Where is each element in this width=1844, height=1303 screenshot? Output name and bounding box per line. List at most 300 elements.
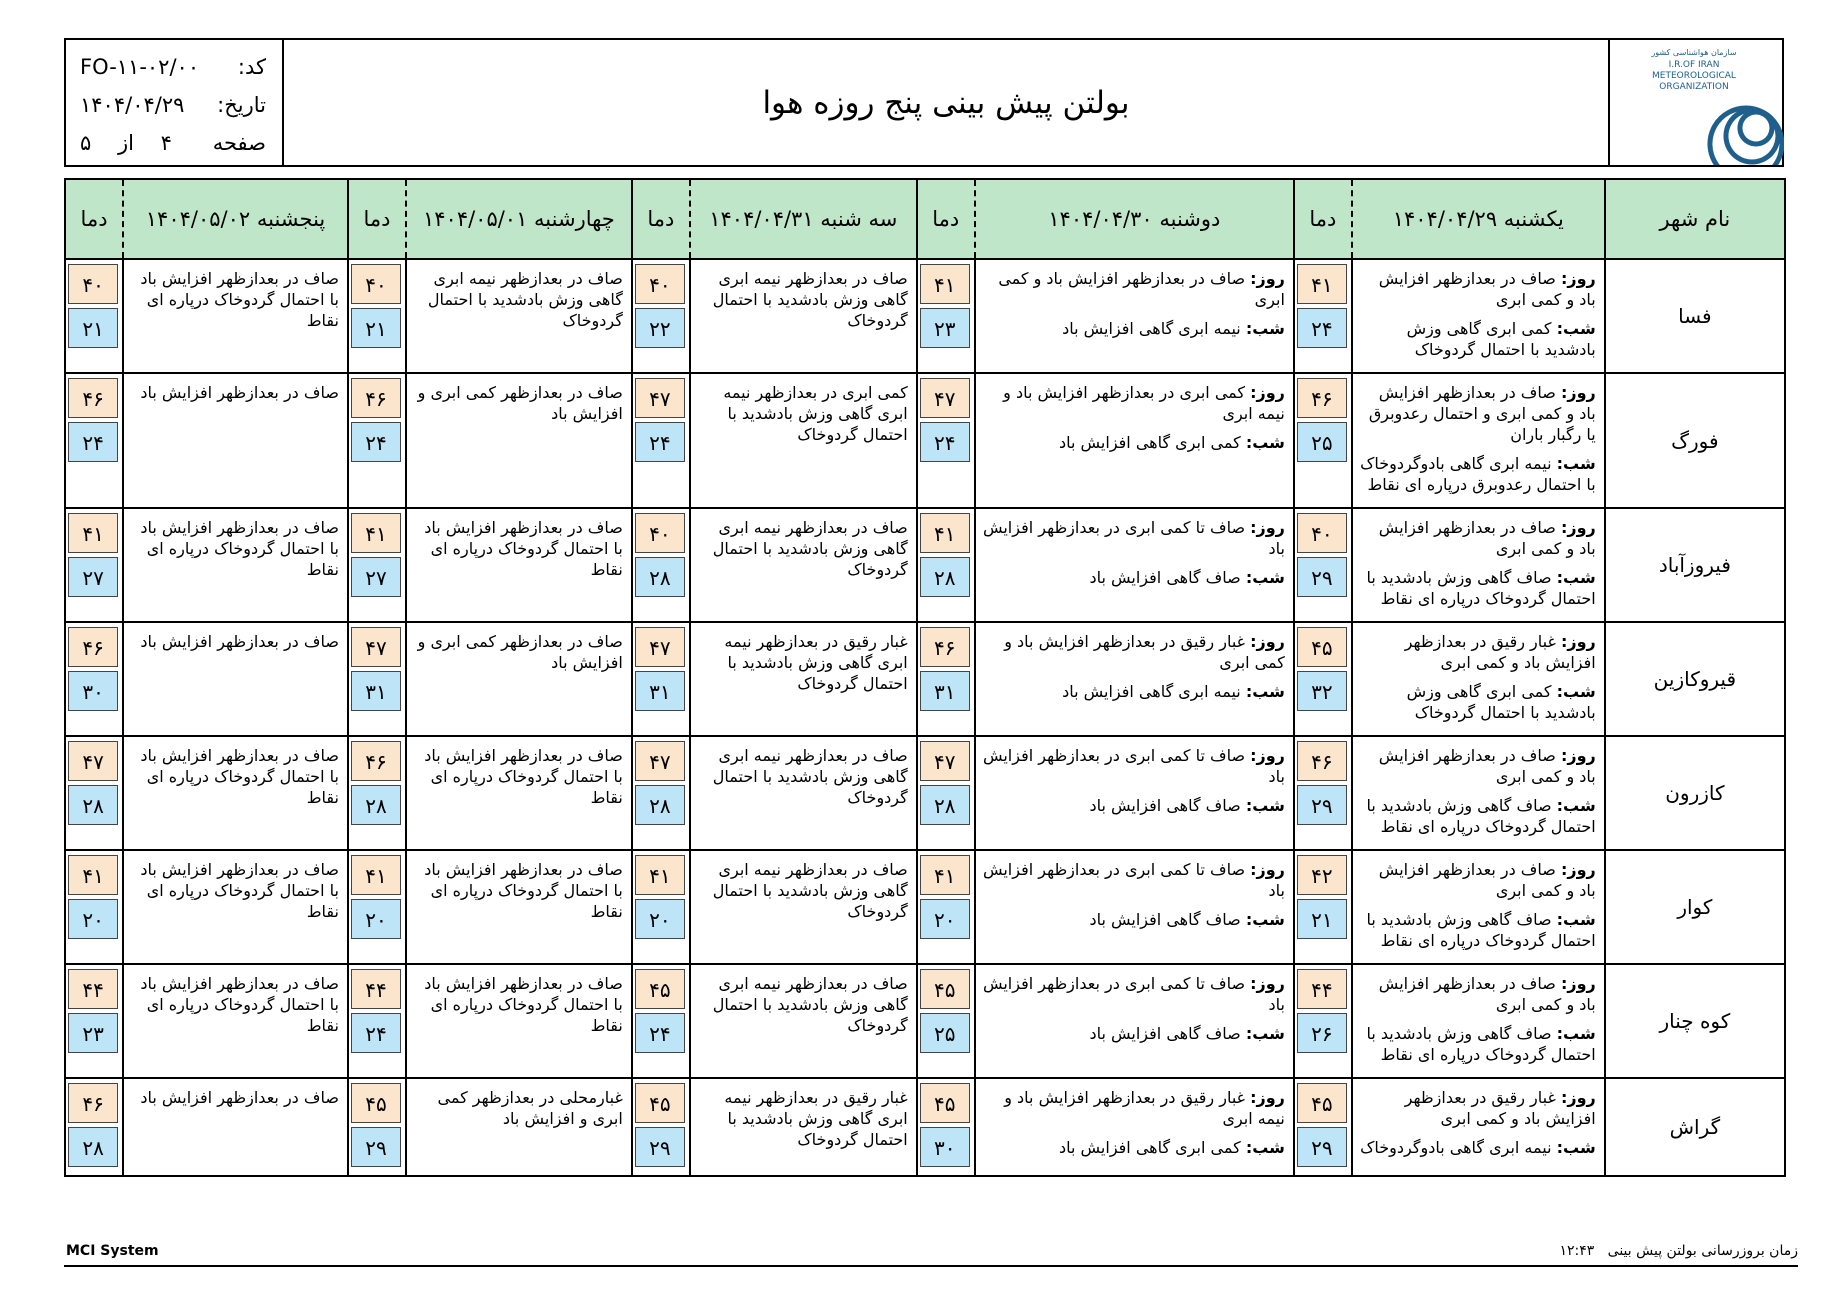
- forecast-description: [975, 259, 1294, 373]
- forecast-text: صاف در بعدازظهر افزایش باد: [140, 383, 339, 402]
- day-forecast-text: صاف تا کمی ابری در بعدازظهر افزایش باد: [982, 518, 1285, 558]
- day-forecast: [1359, 517, 1596, 559]
- table-row: [65, 622, 1785, 736]
- min-temperature: ۲۱: [1297, 899, 1347, 939]
- day-header: پنجشنبه ۱۴۰۴/۰۵/۰۲: [123, 179, 348, 259]
- city-name: فورگ: [1605, 373, 1785, 508]
- table-row: [65, 964, 1785, 1078]
- forecast-text: صاف در بعدازظهر نیمه ابری گاهی وزش بادشدید با احتمال گردوخاک: [712, 269, 908, 330]
- min-temperature: ۲۴: [920, 422, 970, 462]
- night-label: شب:: [1245, 1024, 1285, 1043]
- forecast-description: [975, 508, 1294, 622]
- day-header: دوشنبه ۱۴۰۴/۰۴/۳۰: [975, 179, 1294, 259]
- page-title: بولتن پیش بینی پنج روزه هوا: [762, 84, 1130, 121]
- forecast-description: [690, 850, 917, 964]
- day-label: روز:: [1250, 383, 1285, 402]
- max-temperature: ۴۷: [920, 378, 970, 418]
- temperature-cell: [917, 736, 975, 850]
- day-label: روز:: [1250, 746, 1285, 765]
- day-forecast: [1359, 1087, 1596, 1129]
- temp-header: دما: [65, 179, 123, 259]
- forecast-text: صاف در بعدازظهر نیمه ابری گاهی وزش بادشدید با احتمال گردوخاک: [712, 974, 908, 1035]
- day-label: روز:: [1560, 632, 1596, 651]
- night-forecast: [982, 1023, 1285, 1044]
- forecast-text: صاف در بعدازظهر نیمه ابری گاهی وزش بادشدید با احتمال گردوخاک: [712, 860, 908, 921]
- night-forecast-text: نیمه ابری گاهی بادوگردوخاک: [1360, 1138, 1552, 1157]
- table-row: [65, 373, 1785, 508]
- max-temperature: ۴۴: [351, 969, 401, 1009]
- day-forecast-text: صاف در بعدازظهر افزایش باد و کمی ابری و احتمال رعدوبرق یا رگبار باران: [1368, 383, 1596, 444]
- forecast-description: [690, 622, 917, 736]
- day-forecast-text: صاف در بعدازظهر افزایش باد و کمی ابری: [1378, 860, 1596, 900]
- table-row: [65, 850, 1785, 964]
- night-forecast-text: صاف گاهی افزایش باد: [1089, 568, 1241, 587]
- temperature-cell: [632, 373, 690, 508]
- day-forecast: [982, 631, 1285, 673]
- forecast-text: صاف در بعدازظهر افزایش باد با احتمال گردوخاک درپاره ای نقاط: [140, 974, 339, 1035]
- night-forecast-text: صاف گاهی وزش بادشدید با احتمال گردوخاک درپاره ای نقاط: [1366, 568, 1596, 608]
- max-temperature: ۴۰: [351, 264, 401, 304]
- temperature-cell: [632, 622, 690, 736]
- night-forecast-text: نیمه ابری گاهی افزایش باد: [1062, 682, 1241, 701]
- temperature-cell: [1294, 964, 1352, 1078]
- forecast-description: [406, 964, 632, 1078]
- day-label: روز:: [1250, 632, 1285, 651]
- city-name: کازرون: [1605, 736, 1785, 850]
- min-temperature: ۲۴: [635, 1013, 685, 1053]
- day-forecast-text: کمی ابری در بعدازظهر افزایش باد و نیمه ابری: [1003, 383, 1285, 423]
- min-temperature: ۲۸: [68, 785, 118, 825]
- forecast-description: [690, 1078, 917, 1176]
- min-temperature: ۳۱: [635, 671, 685, 711]
- night-forecast: [982, 318, 1285, 339]
- day-forecast: [982, 973, 1285, 1015]
- night-forecast: [1359, 1137, 1596, 1158]
- temperature-cell: [917, 259, 975, 373]
- forecast-description: [975, 850, 1294, 964]
- night-forecast: [982, 681, 1285, 702]
- night-forecast: [1359, 909, 1596, 951]
- min-temperature: ۲۴: [351, 422, 401, 462]
- max-temperature: ۴۵: [635, 969, 685, 1009]
- date-row: [80, 86, 266, 124]
- day-forecast: [1359, 382, 1596, 445]
- min-temperature: ۲۳: [68, 1013, 118, 1053]
- night-forecast-text: صاف گاهی وزش بادشدید با احتمال گردوخاک درپاره ای نقاط: [1366, 910, 1596, 950]
- day-label: روز:: [1560, 860, 1596, 879]
- day-forecast-text: غبار رقیق در بعدازظهر افزایش باد و کمی ابری: [1404, 1088, 1596, 1128]
- forecast-description: [406, 622, 632, 736]
- min-temperature: ۲۲: [635, 308, 685, 348]
- min-temperature: ۲۱: [351, 308, 401, 348]
- table-row: [65, 259, 1785, 373]
- night-forecast-text: کمی ابری گاهی افزایش باد: [1058, 433, 1241, 452]
- min-temperature: ۲۸: [635, 785, 685, 825]
- max-temperature: ۴۰: [1297, 513, 1347, 553]
- city-name: گراش: [1605, 1078, 1785, 1176]
- min-temperature: ۲۵: [920, 1013, 970, 1053]
- day-forecast: [1359, 745, 1596, 787]
- forecast-description: [690, 373, 917, 508]
- day-label: روز:: [1250, 860, 1285, 879]
- forecast-description: [1352, 1078, 1605, 1176]
- temperature-cell: [1294, 259, 1352, 373]
- night-label: شب:: [1245, 682, 1285, 701]
- forecast-description: [123, 622, 348, 736]
- min-temperature: ۲۱: [68, 308, 118, 348]
- forecast-description: [406, 1078, 632, 1176]
- night-forecast: [982, 1137, 1285, 1158]
- max-temperature: ۴۷: [920, 741, 970, 781]
- night-label: شب:: [1556, 1024, 1596, 1043]
- footer-update-value: ۱۲:۴۳: [1559, 1243, 1595, 1259]
- day-forecast-text: غبار رقیق در بعدازظهر افزایش باد و کمی ابری: [1404, 632, 1596, 672]
- forecast-text: صاف در بعدازظهر نیمه ابری گاهی وزش بادشدید با احتمال گردوخاک: [712, 518, 908, 579]
- page-label: صفحه: [212, 131, 266, 155]
- temperature-cell: [632, 736, 690, 850]
- temperature-cell: [1294, 622, 1352, 736]
- day-forecast: [982, 1087, 1285, 1129]
- min-temperature: ۲۳: [920, 308, 970, 348]
- page-total: ۵: [80, 131, 92, 155]
- max-temperature: ۴۱: [351, 855, 401, 895]
- min-temperature: ۲۸: [920, 557, 970, 597]
- night-forecast-text: صاف گاهی افزایش باد: [1089, 796, 1241, 815]
- day-label: روز:: [1250, 1088, 1285, 1107]
- max-temperature: ۴۱: [920, 264, 970, 304]
- temperature-cell: [632, 1078, 690, 1176]
- forecast-description: [975, 1078, 1294, 1176]
- bulletin-header: [64, 38, 1784, 167]
- temperature-cell: [1294, 1078, 1352, 1176]
- max-temperature: ۴۷: [635, 741, 685, 781]
- max-temperature: ۴۶: [68, 378, 118, 418]
- forecast-description: [1352, 736, 1605, 850]
- max-temperature: ۴۲: [1297, 855, 1347, 895]
- night-forecast-text: کمی ابری گاهی افزایش باد: [1058, 1138, 1241, 1157]
- code-value: FO-۱۱-۰۲/۰۰: [80, 55, 200, 79]
- min-temperature: ۲۹: [1297, 785, 1347, 825]
- temperature-cell: [65, 1078, 123, 1176]
- day-label: روز:: [1560, 269, 1596, 288]
- max-temperature: ۴۵: [920, 969, 970, 1009]
- logo-en-line1: I.R.OF IRAN: [1668, 60, 1720, 70]
- temp-header: دما: [917, 179, 975, 259]
- max-temperature: ۴۶: [68, 627, 118, 667]
- forecast-description: [975, 622, 1294, 736]
- temperature-cell: [65, 373, 123, 508]
- min-temperature: ۲۹: [351, 1127, 401, 1167]
- min-temperature: ۲۹: [1297, 1127, 1347, 1167]
- day-forecast-text: صاف در بعدازظهر افزایش باد و کمی ابری: [1378, 746, 1596, 786]
- temperature-cell: [65, 508, 123, 622]
- day-label: روز:: [1250, 974, 1285, 993]
- min-temperature: ۳۲: [1297, 671, 1347, 711]
- min-temperature: ۲۹: [635, 1127, 685, 1167]
- temperature-cell: [65, 736, 123, 850]
- forecast-text: صاف در بعدازظهر کمی ابری و افزایش باد: [417, 632, 623, 672]
- day-forecast-text: صاف در بعدازظهر افزایش باد و کمی ابری: [1378, 518, 1596, 558]
- temp-header: دما: [348, 179, 406, 259]
- night-forecast: [1359, 1023, 1596, 1065]
- day-label: روز:: [1560, 383, 1596, 402]
- temperature-cell: [65, 964, 123, 1078]
- city-column-header: نام شهر: [1605, 179, 1785, 259]
- night-forecast-text: صاف گاهی وزش بادشدید با احتمال گردوخاک درپاره ای نقاط: [1366, 1024, 1596, 1064]
- night-forecast: [1359, 453, 1596, 495]
- night-label: شب:: [1556, 1138, 1596, 1157]
- day-forecast: [1359, 973, 1596, 1015]
- night-forecast-text: نیمه ابری گاهی افزایش باد: [1062, 319, 1241, 338]
- forecast-text: صاف در بعدازظهر افزایش باد با احتمال گردوخاک درپاره ای نقاط: [140, 518, 339, 579]
- meteorological-organization-logo: [1608, 40, 1782, 165]
- max-temperature: ۴۱: [920, 513, 970, 553]
- day-header: یکشنبه ۱۴۰۴/۰۴/۲۹: [1352, 179, 1605, 259]
- min-temperature: ۲۰: [920, 899, 970, 939]
- table-row: [65, 1078, 1785, 1176]
- day-forecast-text: غبار رقیق در بعدازظهر افزایش باد و نیمه ابری: [1004, 1088, 1285, 1128]
- max-temperature: ۴۶: [351, 378, 401, 418]
- night-label: شب:: [1556, 319, 1596, 338]
- night-label: شب:: [1245, 319, 1285, 338]
- temperature-cell: [348, 622, 406, 736]
- forecast-table: [64, 178, 1786, 1177]
- min-temperature: ۲۷: [351, 557, 401, 597]
- forecast-description: [406, 736, 632, 850]
- forecast-description: [975, 964, 1294, 1078]
- day-label: روز:: [1560, 1088, 1596, 1107]
- forecast-description: [1352, 622, 1605, 736]
- day-forecast-text: صاف تا کمی ابری در بعدازظهر افزایش باد: [982, 974, 1285, 1014]
- temp-header: دما: [632, 179, 690, 259]
- forecast-description: [1352, 373, 1605, 508]
- night-label: شب:: [1245, 796, 1285, 815]
- forecast-description: [123, 1078, 348, 1176]
- night-label: شب:: [1245, 433, 1285, 452]
- max-temperature: ۴۷: [635, 627, 685, 667]
- night-label: شب:: [1556, 796, 1596, 815]
- min-temperature: ۲۸: [68, 1127, 118, 1167]
- night-forecast: [1359, 795, 1596, 837]
- min-temperature: ۲۰: [351, 899, 401, 939]
- temperature-cell: [348, 1078, 406, 1176]
- forecast-description: [690, 508, 917, 622]
- night-forecast: [982, 567, 1285, 588]
- forecast-text: صاف در بعدازظهر افزایش باد با احتمال گردوخاک درپاره ای نقاط: [424, 518, 623, 579]
- max-temperature: ۴۰: [635, 264, 685, 304]
- max-temperature: ۴۶: [351, 741, 401, 781]
- day-header: سه شنبه ۱۴۰۴/۰۴/۳۱: [690, 179, 917, 259]
- night-forecast-text: کمی ابری گاهی وزش بادشدید با احتمال گردوخاک: [1406, 319, 1596, 359]
- max-temperature: ۴۵: [351, 1083, 401, 1123]
- max-temperature: ۴۶: [1297, 378, 1347, 418]
- temperature-cell: [917, 850, 975, 964]
- night-forecast: [1359, 681, 1596, 723]
- footer-update-time: [1560, 1243, 1799, 1259]
- temperature-cell: [65, 259, 123, 373]
- max-temperature: ۴۵: [1297, 627, 1347, 667]
- temperature-cell: [632, 508, 690, 622]
- night-label: شب:: [1245, 1138, 1285, 1157]
- forecast-text: صاف در بعدازظهر افزایش باد با احتمال گردوخاک درپاره ای نقاط: [424, 746, 623, 807]
- forecast-description: [975, 736, 1294, 850]
- forecast-description: [123, 850, 348, 964]
- code-label: کد:: [237, 55, 266, 79]
- day-label: روز:: [1560, 518, 1596, 537]
- night-label: شب:: [1556, 454, 1596, 473]
- min-temperature: ۲۵: [1297, 422, 1347, 462]
- forecast-description: [123, 736, 348, 850]
- max-temperature: ۴۱: [68, 513, 118, 553]
- day-label: روز:: [1250, 269, 1285, 288]
- forecast-text: صاف در بعدازظهر افزایش باد با احتمال گردوخاک درپاره ای نقاط: [140, 269, 339, 330]
- temperature-cell: [1294, 736, 1352, 850]
- forecast-text: صاف در بعدازظهر افزایش باد: [140, 1088, 339, 1107]
- max-temperature: ۴۱: [920, 855, 970, 895]
- day-forecast: [1359, 268, 1596, 310]
- max-temperature: ۴۴: [1297, 969, 1347, 1009]
- night-forecast-text: صاف گاهی افزایش باد: [1089, 910, 1241, 929]
- page-of: از: [117, 131, 134, 155]
- max-temperature: ۴۱: [68, 855, 118, 895]
- temperature-cell: [917, 508, 975, 622]
- min-temperature: ۲۸: [635, 557, 685, 597]
- temp-header: دما: [1294, 179, 1352, 259]
- temperature-cell: [632, 850, 690, 964]
- temperature-cell: [65, 622, 123, 736]
- temperature-cell: [917, 964, 975, 1078]
- min-temperature: ۲۰: [68, 899, 118, 939]
- forecast-description: [123, 259, 348, 373]
- max-temperature: ۴۵: [1297, 1083, 1347, 1123]
- temperature-cell: [1294, 850, 1352, 964]
- temperature-cell: [917, 1078, 975, 1176]
- temperature-cell: [348, 964, 406, 1078]
- night-forecast-text: کمی ابری گاهی وزش بادشدید با احتمال گردوخاک: [1406, 682, 1596, 722]
- city-name: فسا: [1605, 259, 1785, 373]
- night-forecast: [982, 795, 1285, 816]
- min-temperature: ۲۰: [635, 899, 685, 939]
- night-label: شب:: [1556, 910, 1596, 929]
- forecast-description: [406, 508, 632, 622]
- max-temperature: ۴۰: [68, 264, 118, 304]
- forecast-description: [123, 964, 348, 1078]
- max-temperature: ۴۷: [635, 378, 685, 418]
- logo-en-line2: METEOROLOGICAL: [1652, 71, 1736, 81]
- day-label: روز:: [1560, 746, 1596, 765]
- temperature-cell: [917, 622, 975, 736]
- day-forecast-text: صاف در بعدازظهر افزایش باد و کمی ابری: [1378, 269, 1596, 309]
- day-forecast-text: صاف در بعدازظهر افزایش باد و کمی ابری: [998, 269, 1285, 309]
- min-temperature: ۲۸: [351, 785, 401, 825]
- date-value: ۱۴۰۴/۰۴/۲۹: [80, 93, 185, 117]
- forecast-text: صاف در بعدازظهر نیمه ابری گاهی وزش بادشدید با احتمال گردوخاک: [427, 269, 623, 330]
- day-forecast-text: غبار رقیق در بعدازظهر افزایش باد و کمی ابری: [1004, 632, 1285, 672]
- max-temperature: ۴۱: [351, 513, 401, 553]
- day-forecast-text: صاف تا کمی ابری در بعدازظهر افزایش باد: [982, 746, 1285, 786]
- night-forecast-text: نیمه ابری گاهی بادوگردوخاک با احتمال رعدوبرق درپاره ای نقاط: [1360, 454, 1596, 494]
- max-temperature: ۴۷: [68, 741, 118, 781]
- temperature-cell: [1294, 508, 1352, 622]
- day-forecast: [1359, 859, 1596, 901]
- max-temperature: ۴۶: [68, 1083, 118, 1123]
- logo-fa-text: سازمان هواشناسی کشور: [1651, 48, 1737, 57]
- forecast-text: صاف در بعدازظهر افزایش باد با احتمال گردوخاک درپاره ای نقاط: [424, 860, 623, 921]
- forecast-description: [1352, 508, 1605, 622]
- day-forecast: [982, 745, 1285, 787]
- night-label: شب:: [1245, 910, 1285, 929]
- night-label: شب:: [1556, 568, 1596, 587]
- min-temperature: ۲۴: [1297, 308, 1347, 348]
- max-temperature: ۴۰: [635, 513, 685, 553]
- city-name: قیروکازین: [1605, 622, 1785, 736]
- min-temperature: ۲۴: [351, 1013, 401, 1053]
- day-forecast: [1359, 631, 1596, 673]
- max-temperature: ۴۷: [351, 627, 401, 667]
- day-forecast-text: صاف در بعدازظهر افزایش باد و کمی ابری: [1378, 974, 1596, 1014]
- footer-system-name: MCI System: [66, 1243, 159, 1259]
- forecast-text: صاف در بعدازظهر کمی ابری و افزایش باد: [417, 383, 623, 423]
- max-temperature: ۴۶: [920, 627, 970, 667]
- forecast-description: [406, 259, 632, 373]
- forecast-description: [1352, 259, 1605, 373]
- forecast-description: [690, 964, 917, 1078]
- forecast-text: غبار رقیق در بعدازظهر نیمه ابری گاهی وزش بادشدید با احتمال گردوخاک: [724, 1088, 908, 1149]
- footer-update-label: زمان بروزرسانی بولتن پیش بینی: [1607, 1243, 1798, 1259]
- page-indicator: [80, 124, 172, 162]
- forecast-text: صاف در بعدازظهر افزایش باد: [140, 632, 339, 651]
- page-current: ۴: [160, 131, 172, 155]
- day-header: چهارشنبه ۱۴۰۴/۰۵/۰۱: [406, 179, 632, 259]
- temperature-cell: [348, 850, 406, 964]
- forecast-description: [690, 259, 917, 373]
- temperature-cell: [348, 736, 406, 850]
- page-row: [80, 124, 266, 162]
- night-forecast: [982, 909, 1285, 930]
- forecast-text: غبار رقیق در بعدازظهر نیمه ابری گاهی وزش بادشدید با احتمال گردوخاک: [724, 632, 908, 693]
- min-temperature: ۲۴: [68, 422, 118, 462]
- page-footer: [64, 1243, 1798, 1267]
- forecast-text: صاف در بعدازظهر افزایش باد با احتمال گردوخاک درپاره ای نقاط: [140, 746, 339, 807]
- day-label: روز:: [1250, 518, 1285, 537]
- min-temperature: ۲۹: [1297, 557, 1347, 597]
- max-temperature: ۴۵: [635, 1083, 685, 1123]
- max-temperature: ۴۵: [920, 1083, 970, 1123]
- forecast-description: [123, 373, 348, 508]
- forecast-description: [1352, 964, 1605, 1078]
- logo-en-line3: ORGANIZATION: [1659, 82, 1729, 92]
- night-label: شب:: [1245, 568, 1285, 587]
- forecast-description: [975, 373, 1294, 508]
- max-temperature: ۴۴: [68, 969, 118, 1009]
- max-temperature: ۴۱: [1297, 264, 1347, 304]
- document-meta: [66, 40, 284, 165]
- temperature-cell: [65, 850, 123, 964]
- night-forecast: [982, 432, 1285, 453]
- temperature-cell: [917, 373, 975, 508]
- min-temperature: ۳۰: [920, 1127, 970, 1167]
- forecast-text: صاف در بعدازظهر نیمه ابری گاهی وزش بادشدید با احتمال گردوخاک: [712, 746, 908, 807]
- temperature-cell: [1294, 373, 1352, 508]
- temperature-cell: [348, 259, 406, 373]
- forecast-text: غبارمحلی در بعدازظهر کمی ابری و افزایش باد: [437, 1088, 623, 1128]
- forecast-description: [406, 850, 632, 964]
- forecast-text: صاف در بعدازظهر افزایش باد با احتمال گردوخاک درپاره ای نقاط: [424, 974, 623, 1035]
- city-name: فیروزآباد: [1605, 508, 1785, 622]
- night-forecast: [1359, 567, 1596, 609]
- forecast-description: [406, 373, 632, 508]
- city-name: کوه چنار: [1605, 964, 1785, 1078]
